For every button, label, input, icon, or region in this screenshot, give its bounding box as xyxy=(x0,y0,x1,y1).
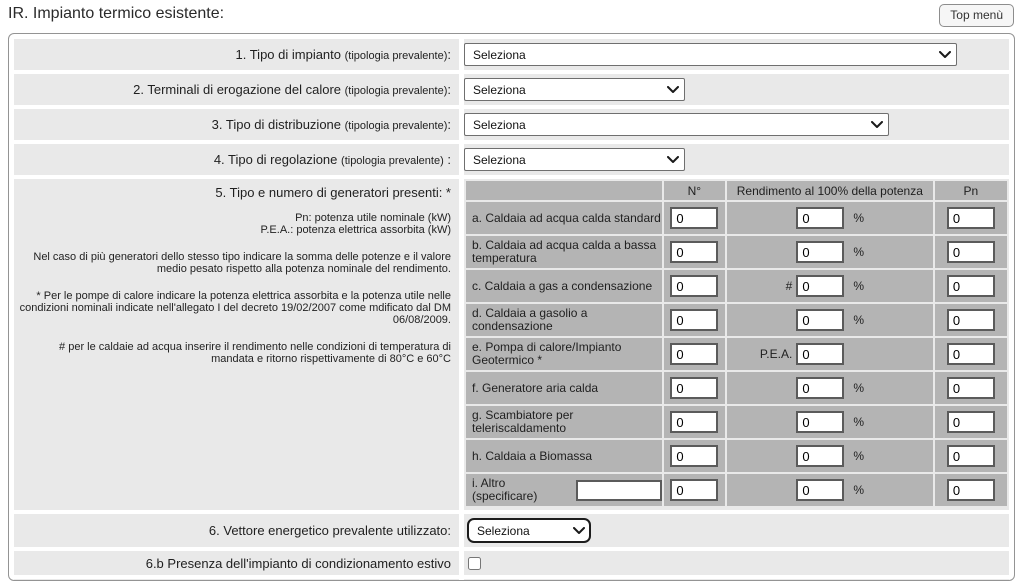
n-input[interactable] xyxy=(670,309,718,331)
pn-input[interactable] xyxy=(947,207,995,229)
table-row xyxy=(466,372,1007,404)
header-pn: Pn xyxy=(935,181,1007,200)
tipo-impianto-select[interactable] xyxy=(464,43,957,66)
pn-input[interactable] xyxy=(947,275,995,297)
generator-label: g. Scambiatore per teleriscaldamento xyxy=(466,406,662,438)
rendimento-input[interactable] xyxy=(796,241,844,263)
generator-label: c. Caldaia a gas a condensazione xyxy=(466,270,662,302)
tipo-regolazione-label: 4. Tipo di regolazione (tipologia prevalente) : xyxy=(14,144,459,175)
percent-sign: % xyxy=(853,415,864,429)
row-terminali-erogazione xyxy=(14,74,1009,105)
row-tipo-impianto xyxy=(14,39,1009,70)
generatori-title: 5. Tipo e numero di generatori presenti: * xyxy=(215,185,451,200)
table-header-row xyxy=(466,181,1007,200)
pn-input[interactable] xyxy=(947,343,995,365)
rendimento-input[interactable] xyxy=(796,207,844,229)
pn-input[interactable] xyxy=(947,241,995,263)
generator-label: f. Generatore aria calda xyxy=(466,372,662,404)
note-pompe-calore: * Per le pompe di calore indicare la potenza elettrica assorbita e la potenza utile nelle condizioni nominali indicate nell'allegato I del decreto 19/02/2007 come mdificato dal DM 06/08/2009. xyxy=(19,290,451,326)
generator-label: b. Caldaia ad acqua calda a bassa temperatura xyxy=(466,236,662,268)
generator-label: a. Caldaia ad acqua calda standard xyxy=(466,202,662,234)
condizionamento-estivo-label: 6.b Presenza dell'impianto di condizionamento estivo xyxy=(14,551,459,575)
generator-label: e. Pompa di calore/Impianto Geotermico * xyxy=(466,338,662,370)
percent-sign: % xyxy=(853,449,864,463)
percent-sign: % xyxy=(853,211,864,225)
table-row xyxy=(466,202,1007,234)
n-input[interactable] xyxy=(670,445,718,467)
n-input[interactable] xyxy=(670,241,718,263)
vettore-energetico-label: 6. Vettore energetico prevalente utilizzato: xyxy=(14,514,459,547)
table-row: c. Caldaia a gas a condensazione 0 # 0 % 0 xyxy=(466,270,1007,302)
table-row xyxy=(466,406,1007,438)
row-generatori xyxy=(14,179,1009,510)
rendimento-input[interactable] xyxy=(796,479,844,501)
pea-input[interactable] xyxy=(796,343,844,365)
n-input[interactable] xyxy=(670,479,718,501)
percent-sign: % xyxy=(853,245,864,259)
tipo-impianto-label: 1. Tipo di impianto (tipologia prevalente): xyxy=(14,39,459,70)
rendimento-input[interactable] xyxy=(796,377,844,399)
generator-label: i. Altro (specificare) xyxy=(472,476,538,503)
note-pn: Pn: potenza utile nominale (kW) xyxy=(295,212,451,224)
row-vettore-energetico xyxy=(14,514,1009,547)
table-row xyxy=(466,440,1007,472)
percent-sign: % xyxy=(853,313,864,327)
tipo-distribuzione-label: 3. Tipo di distribuzione (tipologia prevalente): xyxy=(14,109,459,140)
pn-input[interactable] xyxy=(947,411,995,433)
summer-ac-checkbox[interactable] xyxy=(468,557,481,570)
rendimento-input[interactable] xyxy=(796,445,844,467)
terminali-erogazione-select[interactable] xyxy=(464,78,685,101)
note-piu-generatori: Nel caso di più generatori dello stesso tipo indicare la somma delle potenze e il valore medio pesato rispetto alla potenza nominale del rendimento. xyxy=(33,251,451,275)
n-input[interactable] xyxy=(670,275,718,297)
note-pea: P.E.A.: potenza elettrica assorbita (kW) xyxy=(260,224,451,236)
rendimento-input[interactable] xyxy=(796,309,844,331)
generators-table xyxy=(464,179,1009,508)
n-input[interactable] xyxy=(670,411,718,433)
table-row xyxy=(466,236,1007,268)
pn-input[interactable] xyxy=(947,309,995,331)
percent-sign: % xyxy=(853,381,864,395)
row-tipo-regolazione xyxy=(14,144,1009,175)
header-n: N° xyxy=(664,181,725,200)
terminali-erogazione-label: 2. Terminali di erogazione del calore (tipologia prevalente): xyxy=(14,74,459,105)
row-tipo-distribuzione xyxy=(14,109,1009,140)
table-row xyxy=(466,474,1007,506)
header-rendimento: Rendimento al 100% della potenza xyxy=(727,181,933,200)
percent-sign: % xyxy=(853,279,864,293)
top-menu-button[interactable]: Top menù xyxy=(939,4,1014,27)
table-row: e. Pompa di calore/Impianto Geotermico * 0 P.E.A. 0 0 xyxy=(466,338,1007,370)
percent-sign: % xyxy=(853,483,864,497)
generator-label: d. Caldaia a gasolio a condensazione xyxy=(466,304,662,336)
table-row xyxy=(466,304,1007,336)
altro-specify-input[interactable] xyxy=(576,480,662,501)
row-condizionamento-estivo xyxy=(14,551,1009,575)
header-empty xyxy=(466,181,662,200)
vettore-energetico-select[interactable] xyxy=(467,518,591,543)
note-caldaie-acqua: # per le caldaie ad acqua inserire il rendimento nelle condizioni di temperatura di mandata e ritorno rispettivamente di 80°C e 60°C xyxy=(59,341,451,365)
n-input[interactable] xyxy=(670,343,718,365)
pn-input[interactable] xyxy=(947,377,995,399)
rendimento-input[interactable] xyxy=(796,411,844,433)
thermal-system-form xyxy=(8,33,1015,581)
tipo-regolazione-select[interactable] xyxy=(464,148,685,171)
tipo-distribuzione-select[interactable] xyxy=(464,113,889,136)
generatori-notes xyxy=(14,179,459,510)
n-input[interactable] xyxy=(670,377,718,399)
page-title: IR. Impianto termico esistente: xyxy=(8,5,225,22)
n-input[interactable] xyxy=(670,207,718,229)
pn-input[interactable] xyxy=(947,445,995,467)
pn-input[interactable] xyxy=(947,479,995,501)
generator-label: h. Caldaia a Biomassa xyxy=(466,440,662,472)
rendimento-input[interactable] xyxy=(796,275,844,297)
